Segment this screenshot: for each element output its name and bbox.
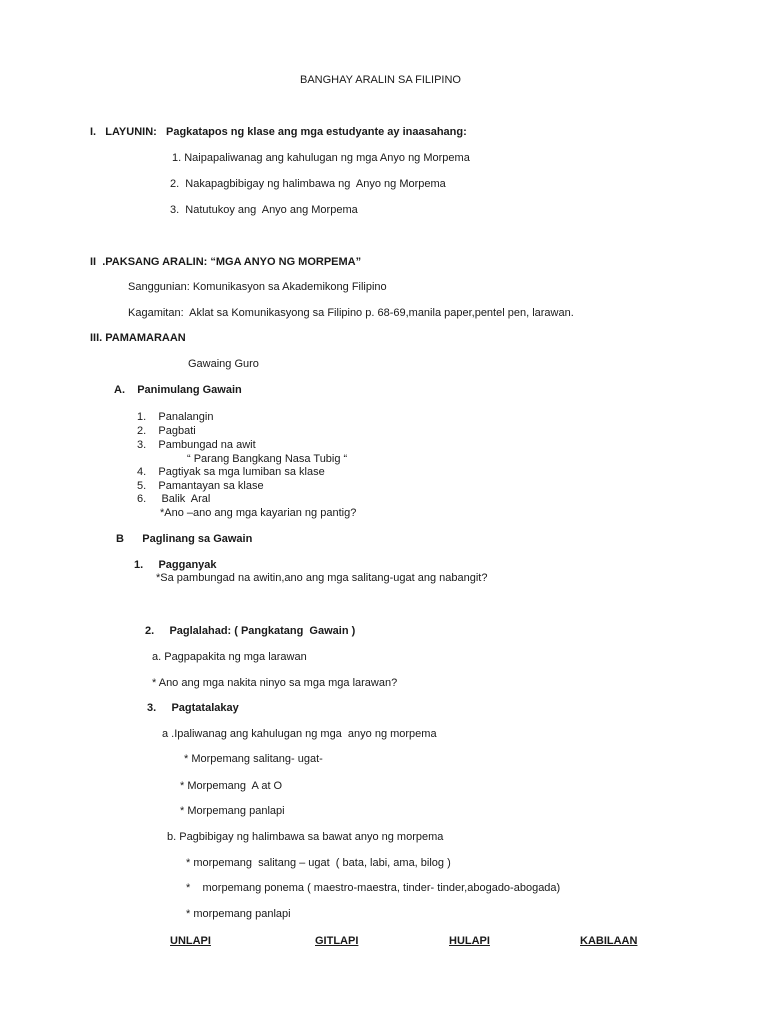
pagtatalakay-a: a .Ipaliwanag ang kahulugan ng mga anyo ng morpema <box>162 728 437 740</box>
objective-3: 3. Natutukoy ang Anyo ang Morpema <box>170 204 358 216</box>
part-a-item-4: 4. Pagtiyak sa mga lumiban sa klase <box>137 466 325 478</box>
part-a-item-2: 2. Pagbati <box>137 425 196 437</box>
morpema-salitang-ugat: * Morpemang salitang- ugat- <box>184 753 323 765</box>
section-3-heading: III. PAMAMARAAN <box>90 332 186 344</box>
example-salitang-ugat: * morpemang salitang – ugat ( bata, labi, ama, bilog ) <box>186 857 451 869</box>
part-a-review-question: *Ano –ano ang mga kayarian ng pantig? <box>160 507 357 519</box>
part-a-heading: A. Panimulang Gawain <box>114 384 242 396</box>
document-title: BANGHAY ARALIN SA FILIPINO <box>300 74 461 86</box>
morpema-a-at-o: * Morpemang A at O <box>180 780 283 792</box>
pagganyak-question: *Sa pambungad na awitin,ano ang mga salitang-ugat ang nabangit? <box>156 572 488 584</box>
part-a-song-title: “ Parang Bangkang Nasa Tubig “ <box>187 453 348 465</box>
paglalahad-a: a. Pagpapakita ng mga larawan <box>152 651 307 663</box>
panlapi-type-hulapi: HULAPI <box>449 935 490 947</box>
kagamitan-line: Kagamitan: Aklat sa Komunikasyong sa Filipino p. 68-69,manila paper,pentel pen, larawan. <box>128 307 574 319</box>
example-panlapi: * morpemang panlapi <box>186 908 291 920</box>
part-a-item-6: 6. Balik Aral <box>137 493 211 505</box>
pagtatalakay-b: b. Pagbibigay ng halimbawa sa bawat anyo ng morpema <box>167 831 444 843</box>
part-b-heading: B Paglinang sa Gawain <box>116 533 253 545</box>
sanggunian-line: Sanggunian: Komunikasyon sa Akademikong Filipino <box>128 281 387 293</box>
panlapi-type-gitlapi: GITLAPI <box>315 935 359 947</box>
pagtatalakay-heading: 3. Pagtatalakay <box>147 702 239 714</box>
pagganyak-heading: 1. Pagganyak <box>134 559 217 571</box>
paglalahad-question: * Ano ang mga nakita ninyo sa mga mga larawan? <box>152 677 398 689</box>
objective-2: 2. Nakapagbibigay ng halimbawa ng Anyo ng Morpema <box>170 178 446 190</box>
part-a-item-3: 3. Pambungad na awit <box>137 439 256 451</box>
objective-1: 1. Naipapaliwanag ang kahulugan ng mga Anyo ng Morpema <box>172 152 470 164</box>
part-a-item-1: 1. Panalangin <box>137 411 214 423</box>
paglalahad-heading: 2. Paglalahad: ( Pangkatang Gawain ) <box>145 625 356 637</box>
panlapi-type-unlapi: UNLAPI <box>170 935 211 947</box>
section-2-heading: II .PAKSANG ARALIN: “MGA ANYO NG MORPEMA” <box>90 256 362 268</box>
morpema-panlapi: * Morpemang panlapi <box>180 805 285 817</box>
gawaing-guro-label: Gawaing Guro <box>188 358 259 370</box>
section-1-heading: I. LAYUNIN: Pagkatapos ng klase ang mga estudyante ay inaasahang: <box>90 126 467 138</box>
panlapi-type-kabilaan: KABILAAN <box>580 935 638 947</box>
example-ponema: * morpemang ponema ( maestro-maestra, tinder- tinder,abogado-abogada) <box>186 882 561 894</box>
part-a-item-5: 5. Pamantayan sa klase <box>137 480 264 492</box>
